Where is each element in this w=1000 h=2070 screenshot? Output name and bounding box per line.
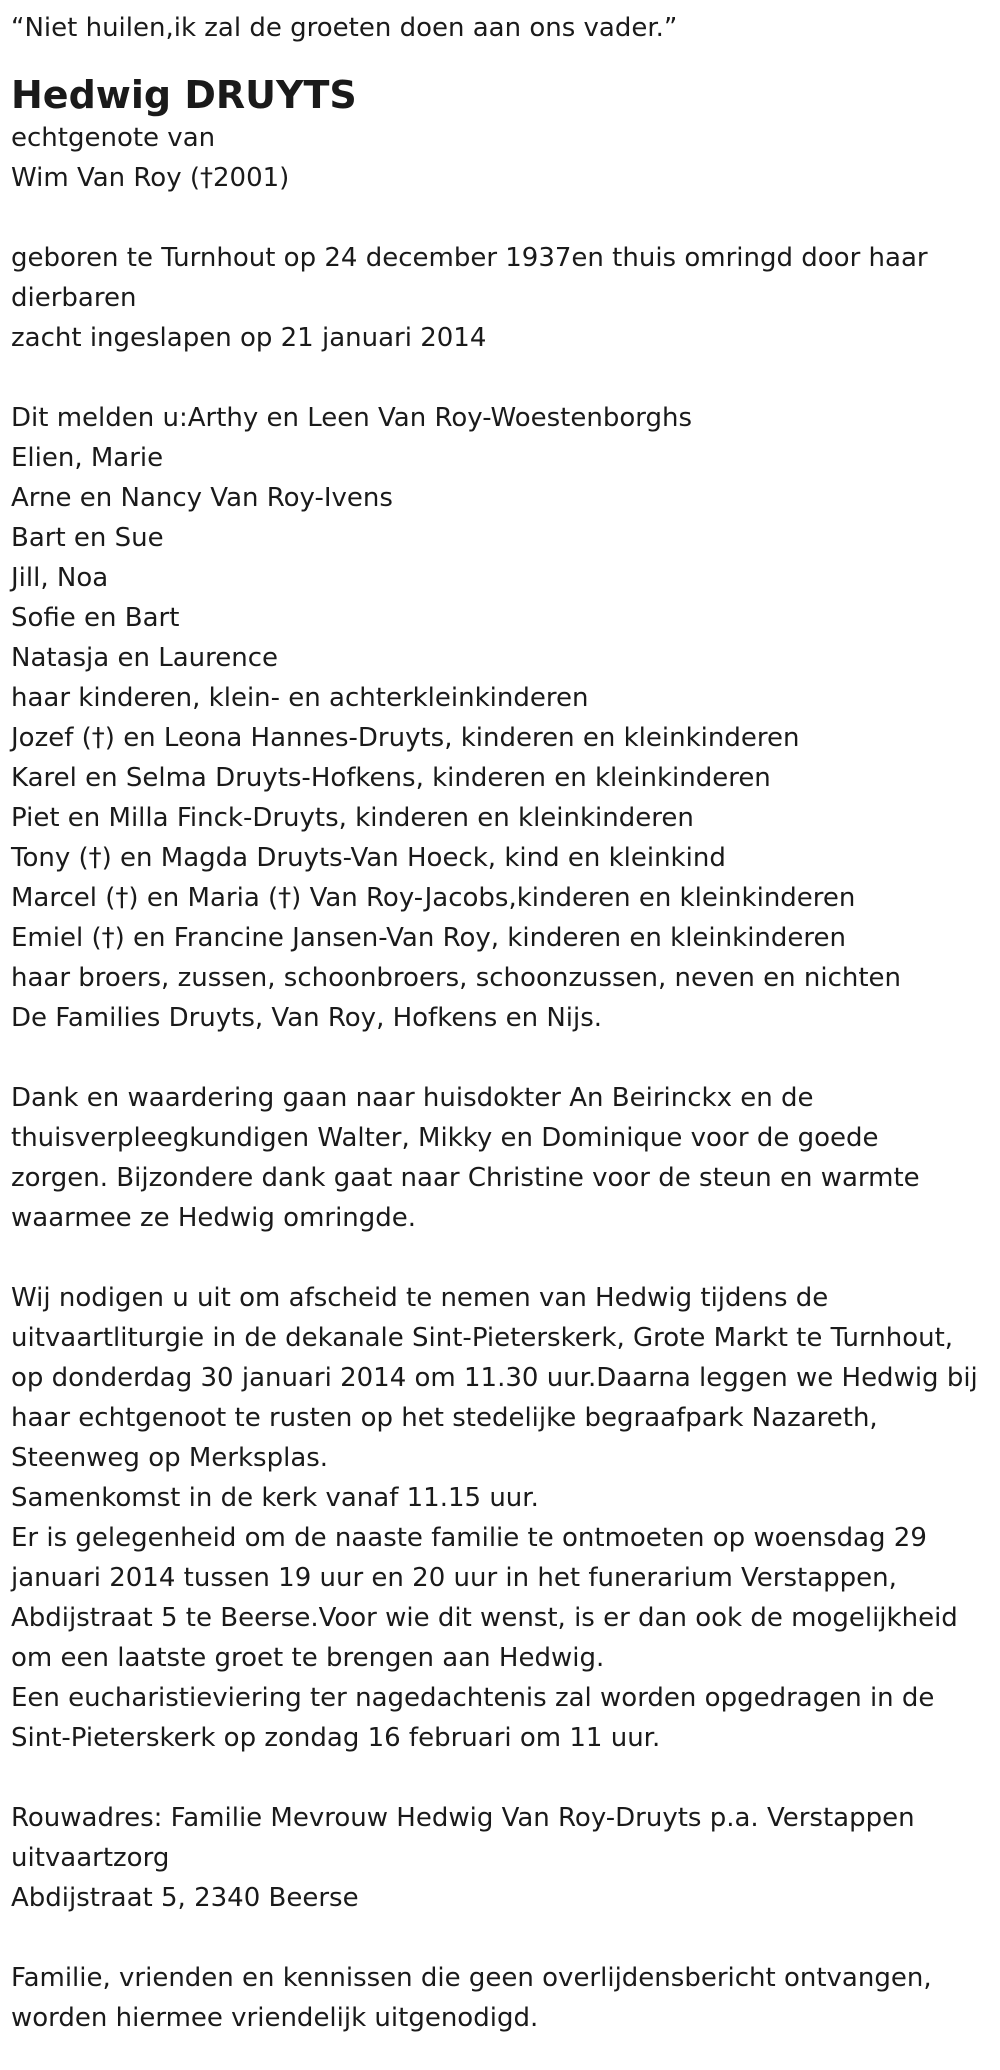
announcers-section: [11, 398, 1000, 1038]
announcer-line: Natasja en Laurence: [11, 643, 278, 673]
birth-line: dierbaren: [11, 283, 137, 313]
thanks-line: zorgen. Bijzondere dank gaat naar Christine voor de steun en warmte: [11, 1163, 920, 1193]
ceremony-line: Samenkomst in de kerk vanaf 11.15 uur.: [11, 1483, 539, 1513]
spacer: [11, 1238, 1000, 1278]
spacer: [11, 358, 1000, 398]
announcer-line: De Families Druyts, Van Roy, Hofkens en Nijs.: [11, 1003, 603, 1033]
spouse-label: echtgenote van: [11, 123, 216, 153]
address-section: [11, 1798, 1000, 1918]
birth-death-section: [11, 238, 1000, 358]
ceremony-section: [11, 1278, 1000, 1758]
announcer-line: Sofie en Bart: [11, 603, 180, 633]
ceremony-line: Sint-Pieterskerk op zondag 16 februari om 11 uur.: [11, 1723, 661, 1753]
closing-line: worden hiermee vriendelijk uitgenodigd.: [11, 2003, 539, 2033]
ceremony-line: op donderdag 30 januari 2014 om 11.30 uur.Daarna leggen we Hedwig bij: [11, 1363, 978, 1393]
announcer-line: Bart en Sue: [11, 523, 164, 553]
announcer-line: Tony (†) en Magda Druyts-Van Hoeck, kind en kleinkind: [11, 843, 726, 873]
spacer: [11, 1918, 1000, 1958]
death-line: zacht ingeslapen op 21 januari 2014: [11, 323, 487, 353]
spacer: [11, 1038, 1000, 1078]
ceremony-line: uitvaartliturgie in de dekanale Sint-Pieterskerk, Grote Markt te Turnhout,: [11, 1323, 954, 1353]
spouse-name: Wim Van Roy (†2001): [11, 163, 290, 193]
spacer: [11, 1758, 1000, 1798]
announcer-line: Dit melden u:Arthy en Leen Van Roy-Woestenborghs: [11, 403, 693, 433]
announcer-line: Piet en Milla Finck-Druyts, kinderen en kleinkinderen: [11, 803, 694, 833]
address-line: Rouwadres: Familie Mevrouw Hedwig Van Roy-Druyts p.a. Verstappen: [11, 1803, 915, 1833]
announcer-line: haar broers, zussen, schoonbroers, schoonzussen, neven en nichten: [11, 963, 902, 993]
address-line: Abdijstraat 5, 2340 Beerse: [11, 1883, 359, 1913]
ceremony-line: januari 2014 tussen 19 uur en 20 uur in het funerarium Verstappen,: [11, 1563, 897, 1593]
announcer-line: Jozef (†) en Leona Hannes-Druyts, kinderen en kleinkinderen: [11, 723, 800, 753]
ceremony-line: Wij nodigen u uit om afscheid te nemen van Hedwig tijdens de: [11, 1283, 829, 1313]
announcer-line: Jill, Noa: [11, 563, 109, 593]
ceremony-line: Abdijstraat 5 te Beerse.Voor wie dit wenst, is er dan ook de mogelijkheid: [11, 1603, 958, 1633]
announcer-line: Emiel (†) en Francine Jansen-Van Roy, kinderen en kleinkinderen: [11, 923, 846, 953]
closing-line: Familie, vrienden en kennissen die geen overlijdensbericht ontvangen,: [11, 1963, 932, 1993]
ceremony-line: haar echtgenoot te rusten op het stedelijke begraafpark Nazareth,: [11, 1403, 878, 1433]
thanks-section: [11, 1078, 1000, 1238]
ceremony-line: Een eucharistieviering ter nagedachtenis zal worden opgedragen in de: [11, 1683, 935, 1713]
deceased-name: Hedwig DRUYTS: [11, 73, 357, 117]
ceremony-line: Steenweg op Merksplas.: [11, 1443, 329, 1473]
announcer-line: haar kinderen, klein- en achterkleinkinderen: [11, 683, 589, 713]
announcer-line: Elien, Marie: [11, 443, 164, 473]
ceremony-line: Er is gelegenheid om de naaste familie te ontmoeten op woensdag 29: [11, 1523, 927, 1553]
closing-section: [11, 1958, 1000, 2038]
ceremony-line: om een laatste groet te brengen aan Hedwig.: [11, 1643, 605, 1673]
announcer-line: Karel en Selma Druyts-Hofkens, kinderen en kleinkinderen: [11, 763, 771, 793]
thanks-line: Dank en waardering gaan naar huisdokter An Beirinckx en de: [11, 1083, 814, 1113]
thanks-line: waarmee ze Hedwig omringde.: [11, 1203, 417, 1233]
epitaph-quote: “Niet huilen,ik zal de groeten doen aan ons vader.”: [11, 13, 678, 43]
thanks-line: thuisverpleegkundigen Walter, Mikky en Dominique voor de goede: [11, 1123, 879, 1153]
address-line: uitvaartzorg: [11, 1843, 170, 1873]
announcer-line: Arne en Nancy Van Roy-Ivens: [11, 483, 393, 513]
spacer: [11, 198, 1000, 238]
announcer-line: Marcel (†) en Maria (†) Van Roy-Jacobs,kinderen en kleinkinderen: [11, 883, 856, 913]
birth-line: geboren te Turnhout op 24 december 1937en thuis omringd door haar: [11, 243, 928, 273]
